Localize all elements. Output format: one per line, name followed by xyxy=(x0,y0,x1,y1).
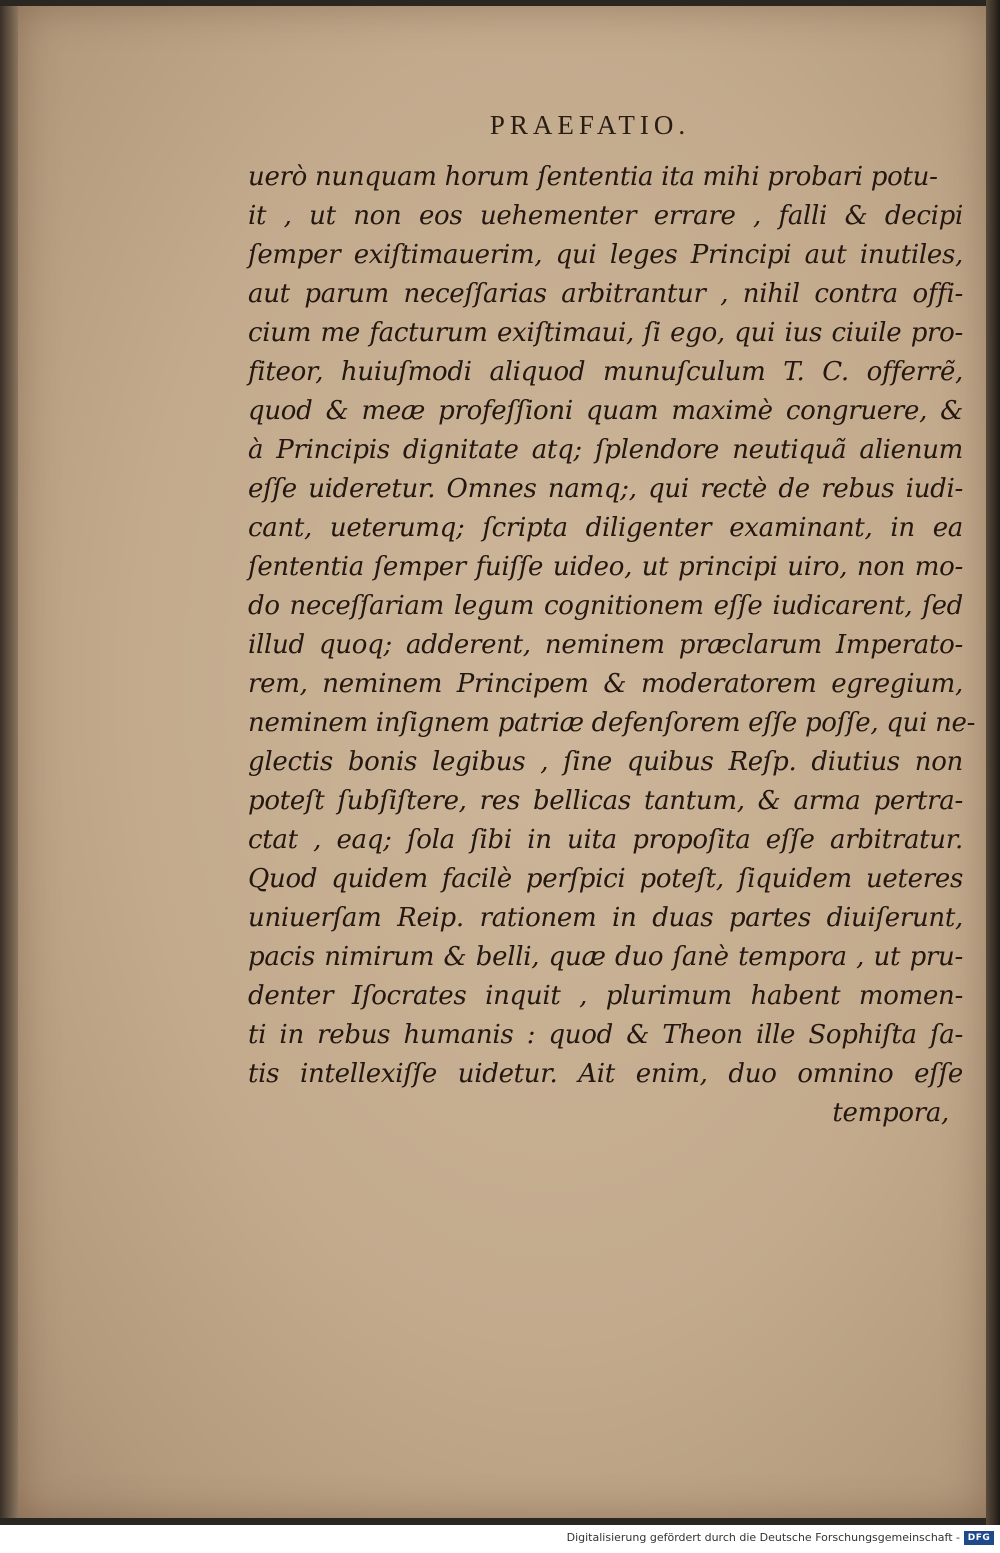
book-page xyxy=(18,6,986,1518)
text-line: poteſt ſubſiſtere, res bellicas tantum, & arma pertra- xyxy=(248,786,963,816)
text-line: uerò nunquam horum ſententia ita mihi probari potu- xyxy=(248,162,938,192)
funding-notice: Digitalisierung gefördert durch die Deutsche Forschungsgemeinschaft - xyxy=(566,1531,960,1544)
digitization-footer xyxy=(0,1525,1000,1553)
text-line: cium me facturum exiſtimaui, ſi ego, qui ius ciuile pro- xyxy=(248,318,963,348)
text-line: it , ut non eos uehementer errare , falli & decipi xyxy=(248,201,963,231)
text-line: ctat , eaq; ſola ſibi in uita propoſita eſſe arbitratur. xyxy=(248,825,963,855)
text-line: cant, ueterumq; ſcripta diligenter examinant, in ea xyxy=(248,513,963,543)
text-line: denter Iſocrates inquit , plurimum habent momen- xyxy=(248,981,963,1011)
text-line: uniuerſam Reip. rationem in duas partes diuiſerunt, xyxy=(248,903,963,933)
text-line: tis intellexiſſe uidetur. Ait enim, duo omnino eſſe xyxy=(248,1059,963,1089)
text-line: glectis bonis legibus , ſine quibus Reſp. diutius non xyxy=(248,747,963,777)
scan-right-edge xyxy=(986,0,1000,1525)
running-head: PRAEFATIO. xyxy=(489,110,691,140)
text-line: pacis nimirum & belli, quæ duo ſanè tempora , ut pru- xyxy=(248,942,963,972)
body-text xyxy=(248,158,976,1133)
text-line: eſſe uideretur. Omnes namq;, qui rectè de rebus iudi- xyxy=(248,474,963,504)
text-line: ti in rebus humanis : quod & Theon ille Sophiſta ſa- xyxy=(248,1020,963,1050)
text-line: quod & meæ profeſſioni quam maximè congruere, & xyxy=(248,396,963,426)
text-line: aut parum neceſſarias arbitrantur , nihil contra offi- xyxy=(248,279,963,309)
dfg-logo: DFG xyxy=(964,1531,994,1545)
text-line: ſemper exiſtimauerim, qui leges Principi aut inutiles, xyxy=(248,240,963,270)
text-line: illud quoq; adderent, neminem præclarum Imperato- xyxy=(248,630,963,660)
text-line: neminem inſignem patriæ defenſorem eſſe poſſe, qui ne- xyxy=(248,708,976,738)
text-line: rem, neminem Principem & moderatorem egregium, xyxy=(248,669,963,699)
book-gutter xyxy=(0,6,18,1518)
text-line: fiteor, huiuſmodi aliquod munuſculum T. C. offerrẽ, xyxy=(248,357,963,387)
text-line: à Principis dignitate atq; ſplendore neutiquã alienum xyxy=(248,435,963,465)
text-line: ſententia ſemper fuiſſe uideo, ut principi uiro, non mo- xyxy=(248,552,963,582)
catchword: tempora, xyxy=(832,1098,949,1128)
text-line: do neceſſariam legum cognitionem eſſe iudicarent, ſed xyxy=(248,591,963,621)
text-line: Quod quidem facilè perſpici poteſt, ſiquidem ueteres xyxy=(248,864,963,894)
